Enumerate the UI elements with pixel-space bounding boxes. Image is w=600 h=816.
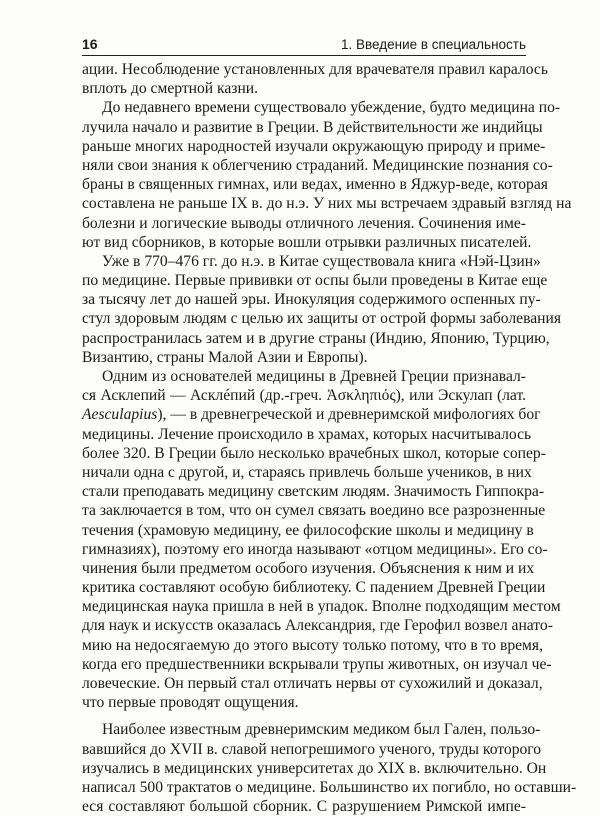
text-line: составлена не раньше IX в. до н.э. У них мы встречаем здравый взгляд на xyxy=(82,195,572,213)
text-line: Одним из основателей медицины в Древней Греции признавал- xyxy=(102,368,526,385)
text-line: чинения были предметом особого изучения. Объяснения к ним и их xyxy=(82,559,535,577)
header-rule xyxy=(82,55,526,56)
text-line: стали преподавать медицину светским людям. Значимость Гиппокра- xyxy=(82,483,545,501)
page-body xyxy=(82,60,577,816)
text-line: До недавнего времени существовало убеждение, будто медицина по- xyxy=(102,99,561,117)
text-line: ют вид сборников, в которые вошли отрывки различных писателей. xyxy=(82,233,532,251)
text-line: ся Асклепий — Асклéпий (др.-греч. Ἀσκληπιός), или Эскулап (лат. xyxy=(82,387,526,405)
text-line: ации. Несоблюдение установленных для врачевателя правил каралось xyxy=(82,61,548,78)
text-line: ловеческие. Он первый стал отличать нервы от сухожилий и доказал, xyxy=(82,675,543,692)
text-line: няли свои знания к облегчению страданий. Медицинские познания со- xyxy=(82,156,553,174)
text-line: раньше многих народностей изучали окружающую природу и приме- xyxy=(82,137,546,155)
text-line: ничали одна с другой, и, стараясь привлечь больше учеников, в них xyxy=(82,463,532,481)
running-header xyxy=(82,32,526,52)
text-line: вавшийся до XVII в. славой непогрешимого ученого, труды которого xyxy=(82,740,542,758)
text-line: написал 500 трактатов о медицине. Большинство их погибло, но оставши- xyxy=(82,778,577,796)
text-line: Наиболее известным древнеримским медиком был Гален, пользо- xyxy=(102,721,541,739)
text-line: распространилась затем и в другие страны (Индию, Японию, Турцию, xyxy=(82,329,550,347)
text-line: Уже в 770–476 гг. до н.э. в Китае существовала книга «Нэй-Цзин» xyxy=(102,252,541,270)
paragraph xyxy=(82,98,572,252)
text-line: вплоть до смертной казни. xyxy=(82,80,259,98)
text-line: браны в священных гимнах, или ведах, именно в Яджур-веде, которая xyxy=(82,176,548,194)
text-line: критика составляют особую библиотеку. С падением Древней Греции xyxy=(82,579,546,597)
text-line: для наук и искусств оказалась Александрия, где Герофил возвел анато- xyxy=(82,617,553,635)
text-line: когда его предшественники вскрывали трупы животных, он изучал че- xyxy=(82,655,552,673)
paragraph xyxy=(82,252,562,367)
text-line: по медицине. Первые прививки от оспы были проведены в Китае еще xyxy=(82,272,548,290)
text-line: болезни и логические выводы отличного лечения. Сочинения име- xyxy=(82,214,526,232)
text-line: что первые проводят ощущения. xyxy=(82,694,299,712)
text-line: Aesculapius), — в древнегреческой и древнеримской мифологиях бог xyxy=(82,406,541,424)
page-number: 16 xyxy=(82,36,98,52)
text-line: еся составляют большой сборник. С разрушением Римской импе- xyxy=(82,798,526,816)
text-line: мию на недосягаемую до этого высоту только потому, что в то время, xyxy=(82,636,543,654)
text-line: та заключается в том, что он сумел связать воедино все разрозненные xyxy=(82,502,546,520)
paragraph xyxy=(82,720,577,816)
text-line: течения (храмовую медицину, ее философские школы и медицину в xyxy=(82,521,534,539)
text-line: стул здоровым людям с целью их защиты от острой формы заболевания xyxy=(82,310,562,328)
text-line: лучила начало и развитие в Греции. В действительности же индийцы xyxy=(82,118,543,136)
chapter-title: 1. Введение в специальность xyxy=(341,37,526,52)
text-line: более 320. В Греции было несколько врачебных школ, которые сопер- xyxy=(82,444,546,462)
text-line: изучались в медицинских университетах до XIX в. включительно. Он xyxy=(82,759,547,777)
text-line: медицины. Лечение происходило в храмах, которых насчитывалось xyxy=(82,425,532,443)
text-line: Византию, страны Малой Азии и Европы). xyxy=(82,348,368,366)
text-line: медицинская наука пришла в ней в упадок. Вполне подходящим местом xyxy=(82,598,561,616)
text-line: гимназиях), поэтому его иногда называют «отцом медицины». Его со- xyxy=(82,540,548,558)
text-line: за тысячу лет до нашей эры. Инокуляция содержимого оспенных пу- xyxy=(82,291,541,309)
paragraph xyxy=(82,60,548,98)
paragraph xyxy=(82,367,561,712)
